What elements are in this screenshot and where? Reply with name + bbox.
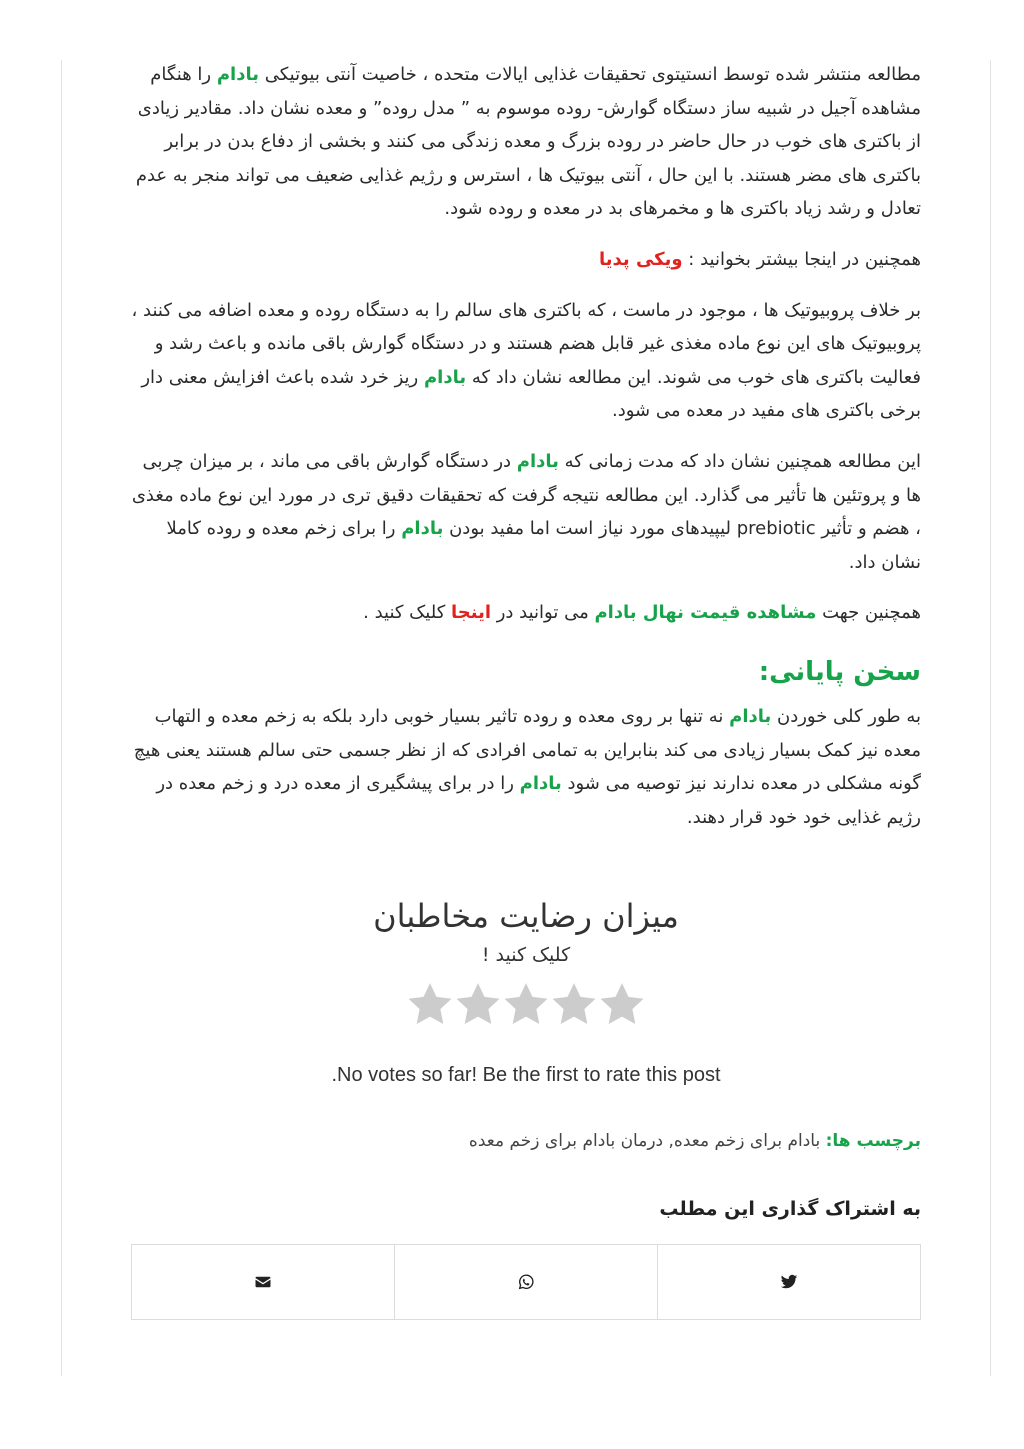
rating-widget <box>131 894 921 1088</box>
section-heading-conclusion: سخن پایانی: <box>758 656 921 687</box>
share-title: به اشتراک گذاری این مطلب <box>659 1198 921 1221</box>
link-here[interactable]: اینجا <box>450 602 491 624</box>
link-wikipedia[interactable]: ویکی پدیا <box>599 248 683 270</box>
whatsapp-icon <box>517 1273 535 1291</box>
twitter-icon <box>780 1273 798 1291</box>
star-icon[interactable] <box>501 980 551 1030</box>
keyword-almond: بادام <box>216 64 259 85</box>
paragraph-price-link: همچنین جهت مشاهده قیمت نهال بادام می توانید در اینجا کلیک کنید . <box>363 602 921 624</box>
paragraph-digestion-time: این مطالعه همچنین نشان داد که مدت زمانی که بادام در دستگاه گوارش باقی می ماند ، بر میزان چربی ها و پروتئین ها تأثیر می گذارد. این مطالعه نتیجه گرفت که تحقیقات دقیق تری در مورد این نوع ماده مغذی ، هضم و تأثیر prebiotic لیپیدهای مورد نیاز است اما مفید بودن بادام را برای زخم معده و روده کاملا نشان داد. <box>131 450 921 573</box>
email-icon <box>254 1273 272 1291</box>
page-border-right <box>990 60 991 1376</box>
share-twitter-button[interactable] <box>657 1245 920 1319</box>
share-buttons <box>131 1244 921 1320</box>
paragraph-antibiotic-study: مطالعه منتشر شده توسط انستیتوی تحقیقات غذایی ایالات متحده ، خاصیت آنتی بیوتیکی بادام را هنگام مشاهده آجیل در شبیه ساز دستگاه گوارش- روده موسوم به ” مدل روده” و معده نشان داد. مقادیر زیادی از باکتری های خوب در حال حاضر در روده بزرگ و معده زندگی می کنند و بخشی از دفاع بدن در برابر باکتری های مضر هستند. با این حال ، آنتی بیوتیک ها ، استرس و رژیم غذایی ضعیف می تواند منجر به عدم تعادل و رشد زیاد باکتری ها و مخمرهای بد در معده و روده شود. <box>135 64 921 220</box>
page-border-left <box>61 60 62 1376</box>
rating-title: میزان رضایت مخاطبان <box>373 897 679 936</box>
keyword-almond: بادام <box>729 705 772 727</box>
share-email-button[interactable] <box>132 1245 394 1319</box>
article-content <box>131 58 921 1320</box>
no-votes-message: No votes so far! Be the first to rate this post. <box>331 1064 721 1087</box>
star-icon[interactable] <box>453 980 503 1030</box>
keyword-almond: بادام <box>516 450 559 472</box>
rating-stars <box>131 980 921 1040</box>
star-icon[interactable] <box>549 980 599 1030</box>
star-icon[interactable] <box>405 980 455 1030</box>
tags-label: برچسب ها: <box>825 1131 921 1152</box>
link-almond-seedling-price[interactable]: مشاهده قیمت نهال بادام <box>594 602 817 624</box>
rating-subtitle: کلیک کنید ! <box>481 944 571 967</box>
paragraph-read-more: همچنین در اینجا بیشتر بخوانید : ویکی پدیا <box>599 248 921 270</box>
paragraph-prebiotic: بر خلاف پروبیوتیک ها ، موجود در ماست ، که باکتری های سالم را به دستگاه روده و معده اضافه می کنند ، پروبیوتیک های این نوع ماده مغذی غیر قابل هضم هستند و در دستگاه گوارش باقی مانده و باعث رشد و فعالیت باکتری های خوب می شوند. این مطالعه نشان داد که بادام ریز خرد شده باعث افزایش معنی دار برخی باکتری های مفید در معده می شود. <box>131 299 921 422</box>
keyword-almond: بادام <box>401 518 444 540</box>
tags-line <box>131 1128 921 1154</box>
keyword-almond: بادام <box>423 366 467 388</box>
keyword-almond: بادام <box>519 773 562 795</box>
star-icon[interactable] <box>597 980 647 1030</box>
share-whatsapp-button[interactable] <box>394 1245 657 1319</box>
tags-values[interactable]: بادام برای زخم معده, درمان بادام برای زخم معده <box>468 1131 821 1152</box>
paragraph-conclusion: به طور کلی خوردن بادام نه تنها بر روی معده و روده تاثیر بسیار خوبی دارد بلکه به زخم معده و التهاب معده نیز کمک بسیار زیادی می کند بنابراین به تمامی افرادی که از نظر جسمی حتی سالم هستند یعنی هیچ گونه مشکلی در معده ندارند نیز توصیه می شود بادام را در برای پیشگیری از معده درد و زخم معده در رژیم غذایی خود خود قرار دهند. <box>133 705 921 828</box>
